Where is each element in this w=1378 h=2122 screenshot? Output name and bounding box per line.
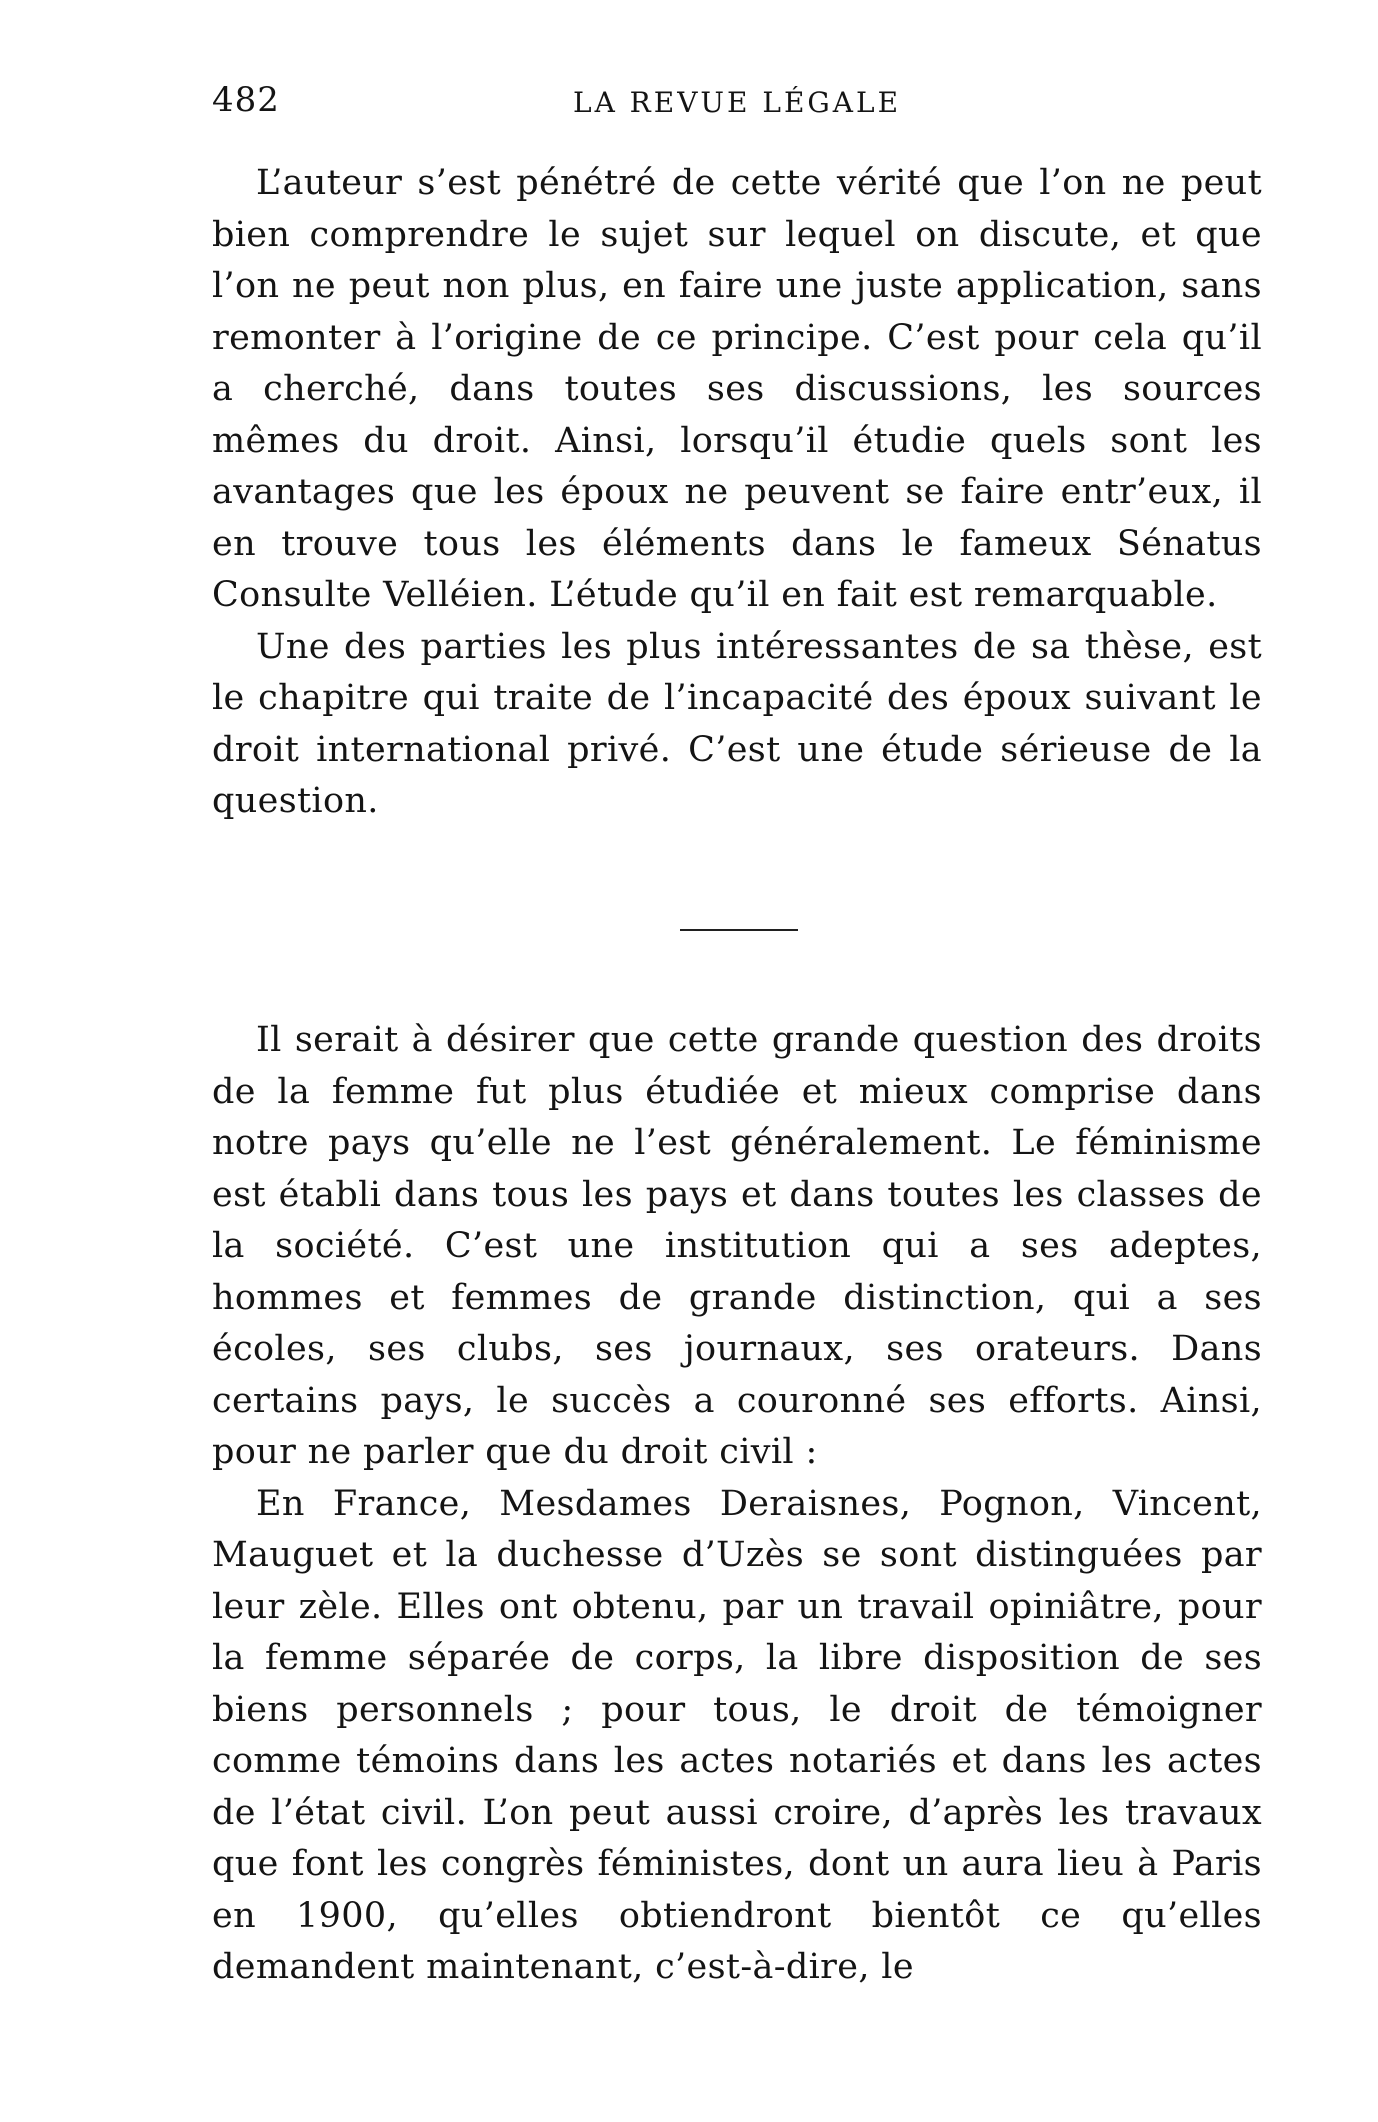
paragraph: Une des parties les plus intéressantes de sa thèse, est le chapitre qui traite de l’incapacité des époux suivant le droit international privé. C’est une étude sérieuse de la question. [212, 626, 1262, 821]
paragraph: En France, Mesdames Deraisnes, Pognon, Vincent, Mauguet et la duchesse d’Uzès se sont distinguées par leur zèle. Elles ont obtenu, par un travail opiniâtre, pour la femme séparée de corps, la libre disposition de ses biens personnels ; pour tous, le droit de témoigner comme témoins dans les actes notariés et dans les actes de l’état civil. L’on peut aussi croire, d’après les travaux que font les congrès féministes, dont un aura lieu à Paris en 1900, qu’elles obtiendront bientôt ce qu’elles demandent maintenant, c’est-à-dire, le [212, 1483, 1262, 1987]
paragraph: L’auteur s’est pénétré de cette vérité que l’on ne peut bien comprendre le sujet sur lequel on discute, et que l’on ne peut non plus, en faire une juste application, sans remonter à l’origine de ce principe. C’est pour cela qu’il a cherché, dans toutes ses discussions, les sources mêmes du droit. Ainsi, lorsqu’il étudie quels sont les avantages que les époux ne peuvent se faire entr’eux, il en trouve tous les éléments dans le fameux Sénatus Consulte Velléien. L’étude qu’il en fait est remarquable. [212, 163, 1262, 615]
page-number: 482 [212, 80, 280, 120]
page-header [212, 80, 1262, 130]
section-separator-rule [680, 929, 798, 931]
text-section-feminism [212, 1015, 1262, 1994]
text-section-thesis-review [212, 158, 1262, 828]
paragraph: Il serait à désirer que cette grande question des droits de la femme fut plus étudiée et mieux comprise dans notre pays qu’elle ne l’est généralement. Le féminisme est établi dans tous les pays et dans toutes les classes de la société. C’est une institution qui a ses adeptes, hommes et femmes de grande distinction, qui a ses écoles, ses clubs, ses journaux, ses orateurs. Dans certains pays, le succès a couronné ses efforts. Ainsi, pour ne parler que du droit civil : [212, 1020, 1262, 1472]
running-title: LA REVUE LÉGALE [572, 86, 902, 119]
